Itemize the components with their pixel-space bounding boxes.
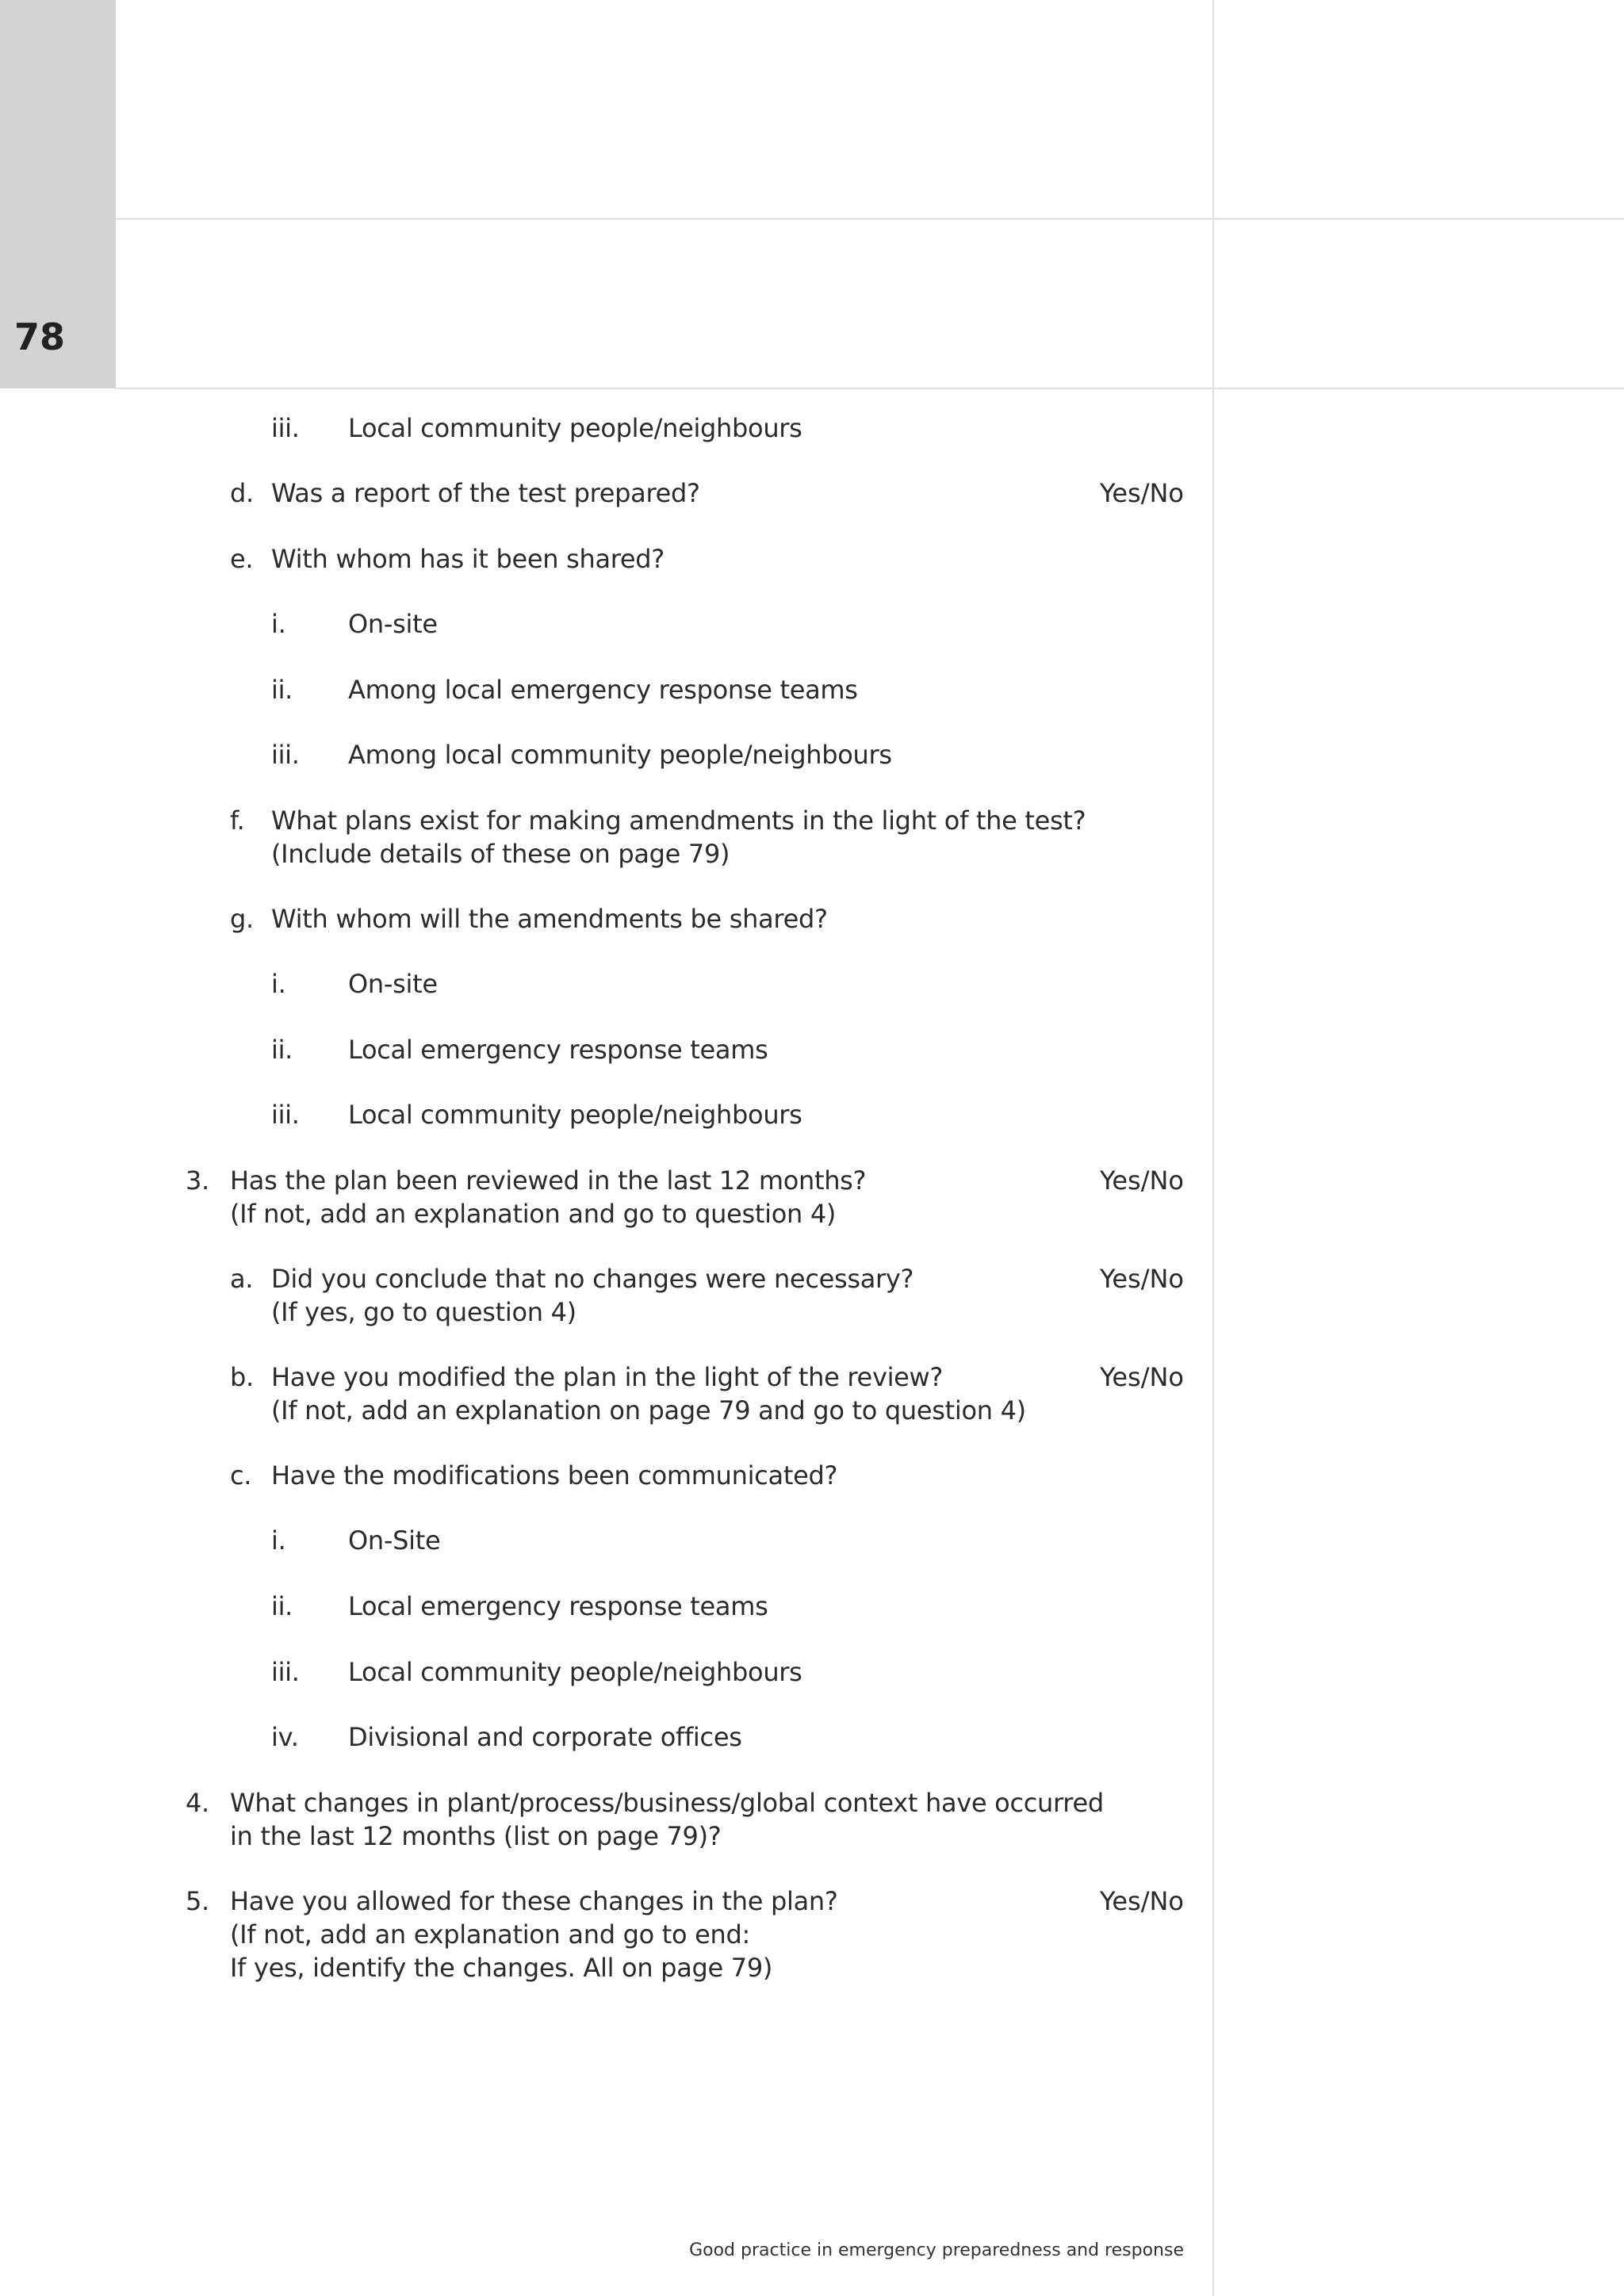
list-marker: i.: [271, 1525, 286, 1556]
question-text: Have the modifications been communicated?: [271, 1460, 838, 1490]
answer-yes-no[interactable]: Yes/No: [1100, 1264, 1184, 1294]
list-marker: 5.: [186, 1886, 209, 1916]
list-text: Local community people/neighbours: [348, 1100, 802, 1130]
list-marker: e.: [230, 544, 254, 574]
list-text: Among local community people/neighbours: [348, 740, 892, 770]
list-marker: f.: [230, 806, 245, 836]
list-marker: 3.: [186, 1165, 209, 1196]
answer-yes-no[interactable]: Yes/No: [1100, 1886, 1184, 1916]
question-text: [230, 1885, 838, 1984]
list-marker: iv.: [271, 1722, 299, 1752]
question-line: in the last 12 months (list on page 79)?: [230, 1821, 722, 1851]
question-text: With whom will the amendments be shared?: [271, 904, 828, 934]
list-text: Local community people/neighbours: [348, 1657, 802, 1687]
list-marker: ii.: [271, 675, 293, 705]
margin-divider: [1212, 0, 1214, 2296]
list-text: On-site: [348, 969, 438, 999]
question-note: (If not, add an explanation and go to question 4): [230, 1199, 837, 1229]
list-marker: ii.: [271, 1035, 293, 1065]
list-marker: i.: [271, 969, 286, 999]
list-marker: b.: [230, 1362, 254, 1392]
question-note: (If not, add an explanation on page 79 and go to question 4): [271, 1395, 1026, 1425]
question-note: (If yes, go to question 4): [271, 1297, 576, 1327]
question-text: With whom has it been shared?: [271, 544, 665, 574]
question-line: What changes in plant/process/business/global context have occurred: [230, 1788, 1104, 1818]
question-text: [230, 1786, 1104, 1853]
list-text: Local emergency response teams: [348, 1591, 768, 1621]
list-text: On-Site: [348, 1525, 441, 1556]
header-divider-bottom: [116, 388, 1624, 389]
question-note: (If not, add an explanation and go to end:: [230, 1919, 751, 1950]
list-marker: i.: [271, 609, 286, 639]
list-text: Local emergency response teams: [348, 1035, 768, 1065]
question-text: [230, 1164, 866, 1230]
question-text: Was a report of the test prepared?: [271, 478, 700, 508]
question-text: [271, 1262, 914, 1329]
answer-yes-no[interactable]: Yes/No: [1100, 1362, 1184, 1392]
list-marker: iii.: [271, 1100, 300, 1130]
question-text: [271, 804, 1086, 871]
question-text: [271, 1360, 1026, 1427]
question-note: If yes, identify the changes. All on page 79): [230, 1953, 773, 1983]
question-line: What plans exist for making amendments in the light of the test?: [271, 806, 1086, 836]
question-line: Did you conclude that no changes were necessary?: [271, 1264, 914, 1294]
list-marker: c.: [230, 1460, 252, 1490]
list-text: On-site: [348, 609, 438, 639]
question-note: (Include details of these on page 79): [271, 839, 730, 869]
list-marker: iii.: [271, 413, 300, 443]
list-marker: iii.: [271, 740, 300, 770]
running-footer: Good practice in emergency preparedness and response: [689, 2241, 1184, 2260]
list-marker: 4.: [186, 1788, 209, 1818]
question-line: Have you allowed for these changes in the plan?: [230, 1886, 838, 1916]
question-line: Have you modified the plan in the light of the review?: [271, 1362, 944, 1392]
list-marker: iii.: [271, 1657, 300, 1687]
header-divider-top: [116, 218, 1624, 220]
list-text: Local community people/neighbours: [348, 413, 802, 443]
list-marker: d.: [230, 478, 254, 508]
list-marker: g.: [230, 904, 254, 934]
list-marker: a.: [230, 1264, 254, 1294]
answer-yes-no[interactable]: Yes/No: [1100, 1165, 1184, 1196]
list-text: Divisional and corporate offices: [348, 1722, 742, 1752]
page-number: 78: [14, 316, 66, 358]
question-line: Has the plan been reviewed in the last 12 months?: [230, 1165, 867, 1196]
answer-yes-no[interactable]: Yes/No: [1100, 478, 1184, 508]
list-text: Among local emergency response teams: [348, 675, 858, 705]
list-marker: ii.: [271, 1591, 293, 1621]
